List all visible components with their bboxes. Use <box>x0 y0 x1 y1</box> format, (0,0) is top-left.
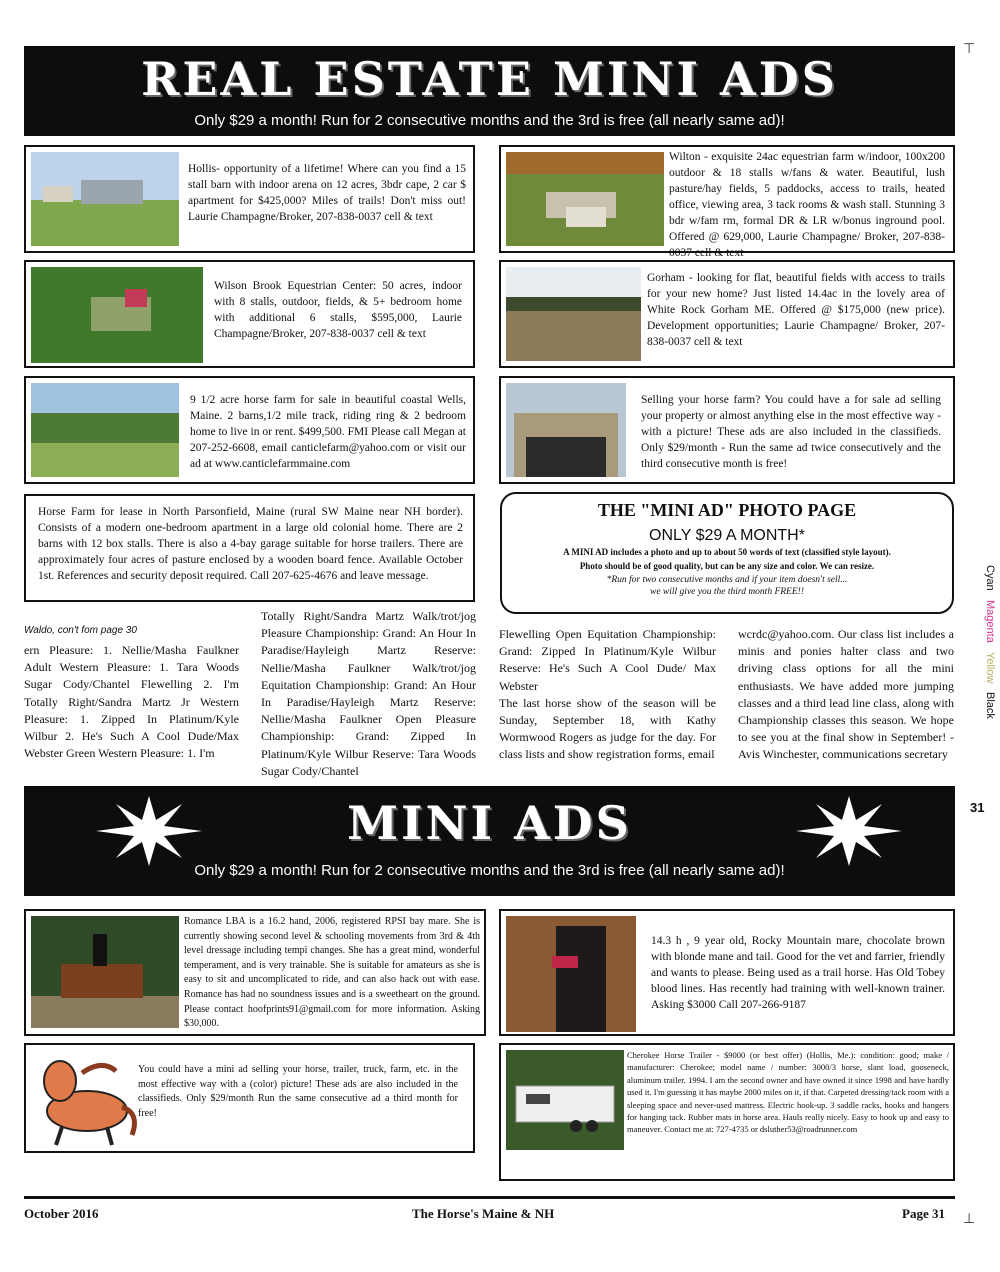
ad-selling-farm <box>499 376 955 484</box>
photo-page-line3: *Run for two consecutive months and if your item doesn't sell... <box>606 575 848 585</box>
article-col-3: Flewelling Open Equitation Championship: Grand: Zipped In Platinum/Kyle Wilbur Reserve: He's Such A Cool Dude/ Max Webster The last horse show of the season will be Sunday, September 18, with Kathy Wormwood Rogers as judge for the day. For class lists and show registration forms, email <box>499 627 716 762</box>
ad-parsonsfield <box>24 494 475 602</box>
ad-wilton-text: Wilton - exquisite 24ac equestrian farm w/indoor, 100x200 outdoor & 18 stalls w/fans & water. Beautiful, lush pasture/hay fields, 5 paddocks, access to trails, heated office, viewing area, 3 tack rooms & wash stall. Stunning 3 bdr w/fam rm, formal DR & LR w/bonus inground pool. Offered @ 629,000, Laurie Champagne/ Broker, 207-838-0037 cell & text <box>669 151 945 259</box>
photo-page-box <box>500 492 954 614</box>
colorbar-yellow: Yellow <box>984 651 996 684</box>
footer-page-number: Page 31 <box>902 1206 945 1221</box>
footer-rule <box>24 1196 955 1199</box>
photo-palace-gate <box>506 383 626 477</box>
ad-romance-text: Romance LBA is a 16.2 hand, 2006, registered RPSI bay mare. She is currently showing second level & schooling movements from 3rd & 4th level dressage including tempi changes. She has a great mind, wonderful temperament, and is very trainable. She is suitable for amateurs as she is easy to sit and uncomplicated to ride, and can also hack out with ease. Romance has had no soundness issues and is a sweetheart on the ground. Please contact hoofprints91@gmail.com for more information. Asking $30,000. <box>184 916 480 1030</box>
mini-ads-title: MINI ADS <box>347 796 632 850</box>
ad-gorham <box>499 260 955 368</box>
ad-wilson-brook <box>24 260 475 368</box>
article-col-1: ern Pleasure: 1. Nellie/Masha Faulkner Adult Western Pleasure: 1. Tara Woods Sugar Cody/Chantel Flewelling 2. I'm Totally Right/Sandra Martz Jr Western Pleasure: 1. Zipped In Platinum/Kyle Wilbur 2. He's Such A Cool Dude/Max Webster Green Western Pleasure: 1. I'm <box>24 643 239 761</box>
article-col-2: Totally Right/Sandra Martz Walk/trot/jog Pleasure Championship: Grand: An Hour In Paradise/Hayleigh Martz Reserve: Nellie/Masha Faulkner Walk/trot/jog Equitation Championship: Grand: An Hour In Paradise/Hayleigh Martz Reserve: Nellie/Masha Faulkner Open Pleasure Championship: Grand: Zipped In Platinum/Kyle Wilbur Reserve: Tara Woods Sugar Cody/Chantel <box>261 609 476 778</box>
crop-mark-bottom: ⊥ <box>963 1210 976 1226</box>
footer-publication: The Horse's Maine & NH <box>412 1206 555 1221</box>
ad-wilton <box>499 145 955 259</box>
crop-mark-top: ⊤ <box>963 40 976 56</box>
photo-rocky-mountain-mare <box>506 916 636 1032</box>
ad-cartoon-horse <box>24 1043 475 1153</box>
photo-page-line1: A MINI AD includes a photo and up to about 50 words of text (classified style layout). <box>563 547 891 557</box>
mini-ads-subtitle: Only $29 a month! Run for 2 consecutive months and the 3rd is free (all nearly same ad)! <box>194 862 785 879</box>
ad-wilson-brook-text: Wilson Brook Equestrian Center: 50 acres, indoor with 8 stalls, outdoor, fields, & 5+ bedroom home with additional 6 stalls, $595,000, Laurie Champagne/Broker, 207-838-0037 cell & text <box>214 280 462 340</box>
ad-selling-farm-text: Selling your horse farm? You could have a for sale ad selling your property or almost anything else in the most effective way - with a picture! These ads are also included in the classifieds. Only $29/month - Run the same ad twice consecutively and the third consecutive month is free! <box>641 394 941 470</box>
real-estate-title: REAL ESTATE MINI ADS <box>141 52 838 106</box>
ad-cartoon-horse-text: You could have a mini ad selling your horse, trailer, truck, farm, etc. in the most effective way with a (color) picture! These ads are also included in the classifieds. Only $29/month Run the same consecutive ad a third month for free! <box>138 1064 458 1119</box>
ad-parsonsfield-text: Horse Farm for lease in North Parsonfield, Maine (rural SW Maine near NH border). Consists of a modern one-bedroom apartment in a large old colonial home. There are 2 barns with 12 box stalls. There is also a 4-bay garage suitable for horse trailers. There are approximately four acres of pasture enclosed by a wooden board fence. Available October 1st. References and security deposit required. Call 207-625-4676 and leave message. <box>38 506 463 582</box>
photo-page-line4: we will give you the third month FREE!! <box>650 587 804 597</box>
ad-rocky-mountain-mare <box>499 909 955 1036</box>
ad-gorham-text: Gorham - looking for flat, beautiful fields with access to trails for your new home? Just listed 14.4ac in the lovely area of White Rock Gorham ME. Offered @ $175,000 (new price). Development opportunities; Laurie Champagne/ Broker, 207-838-0037 cell & text <box>647 272 945 348</box>
ad-romance <box>24 909 486 1036</box>
cartoon-horse-icon <box>32 1051 142 1147</box>
photo-wilson-brook <box>31 267 203 363</box>
real-estate-banner <box>24 46 955 136</box>
ad-hollis <box>24 145 475 253</box>
photo-page-line2: Photo should be of good quality, but can be any size and color. We can resize. <box>579 561 875 571</box>
ad-rocky-mountain-mare-text: 14.3 h , 9 year old, Rocky Mountain mare, chocolate brown with blonde mane and tail. Good for the vet and farrier, friendly and wants to please. Being used as a trail horse. Has Old Tobey blood lines. Has recently had training with well-known trainer. Asking $3000 Call 207-266-9187 <box>651 935 945 1011</box>
real-estate-subtitle: Only $29 a month! Run for 2 consecutive months and the 3rd is free (all nearly same ad)! <box>194 112 785 129</box>
photo-gorham-field <box>506 267 641 361</box>
colorbar-cyan: Cyan <box>984 565 996 591</box>
photo-wilton-farm <box>506 152 664 246</box>
colorbar-magenta: Magenta <box>984 599 996 643</box>
photo-page-price: ONLY $29 A MONTH* <box>649 527 805 544</box>
photo-horse-trailer <box>506 1050 624 1150</box>
colorbar-black: Black <box>984 692 996 719</box>
mini-ads-banner <box>24 786 955 896</box>
ad-wells <box>24 376 475 484</box>
ad-wells-text: 9 1/2 acre horse farm for sale in beautiful coastal Wells, Maine. 2 barns,1/2 mile track, riding ring & 2 bedroom home to live in or rent. $499,500. FMI Please call Megan at 207-252-6608, email canticlefarm@yahoo.com or visit our ad at www.canticlefarmmaine.com <box>190 394 466 470</box>
photo-page-title: THE "MINI AD" PHOTO PAGE <box>597 500 857 520</box>
side-page-number: 31 <box>970 800 985 815</box>
footer-date: October 2016 <box>24 1206 99 1221</box>
article-continued: Waldo, con't fom page 30 <box>24 625 137 636</box>
ad-hollis-text: Hollis- opportunity of a lifetime! Where can you find a 15 stall barn with indoor arena on 12 acres, 3bdr cape, 2 car $ apartment for $425,000? Miles of trails! Don't miss out! Laurie Champagne/Broker, 207-838-0037 cell & text <box>188 163 466 223</box>
ad-cherokee-trailer <box>499 1043 955 1181</box>
photo-wells-farm <box>31 383 179 477</box>
color-registration-bar <box>984 565 996 719</box>
article-col-4: wcrdc@yahoo.com. Our class list includes a minis and ponies halter class and two driving class options for all the mini enthusiasts. We have added more jumping classes and a third lead line class, along with Championship classes this season. We hope to see you at the final show in September! -Avis Winchester, communications secretary <box>738 627 954 762</box>
ad-cherokee-trailer-text: Cherokee Horse Trailer - $9000 (or best offer) (Hollis, Me.): condition: good; make / manufacturer: Cherokee; model name / number: 3000/3 horse, slant load, gooseneck, aluminum trailer. 1994. I am the second owner and have owned it since 1998 and have hardly used it. I'm guessing it has maybe 2000 miles on it, if that. Carpeted dressing/tack room with a sleeping space and never-used mattress. Electric hook-up. 3 saddle racks, hooks and hangers for hanging tack. Rubber mats in horse area. Hauls really nicely. Easy to hook up and easy to maneuver. Contact me at: 727-4735 or dsluther53@roadrunner.com <box>627 1050 949 1135</box>
photo-dressage-horse <box>31 916 179 1028</box>
photo-hollis-barn <box>31 152 179 246</box>
